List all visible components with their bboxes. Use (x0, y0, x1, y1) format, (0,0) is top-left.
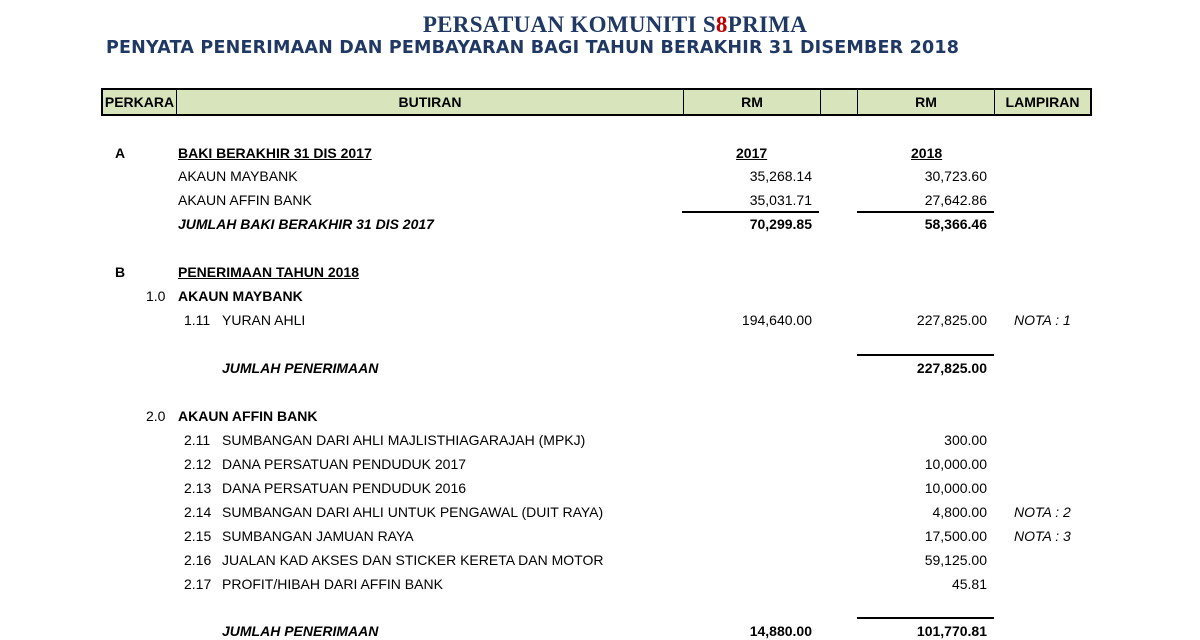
item-number: 2.12 (184, 456, 212, 472)
total-line-2018 (857, 211, 994, 213)
item-number: 2.11 (184, 432, 211, 448)
item-number: 2.15 (184, 528, 212, 544)
header-lampiran: LAMPIRAN (1005, 94, 1080, 110)
total-line-2018 (857, 354, 994, 356)
row-value-2018: 30,723.60 (924, 168, 987, 184)
item-number: 1.11 (184, 312, 211, 328)
section-b-heading: PENERIMAAN TAHUN 2018 (178, 264, 359, 280)
header-rm-2018: RM (858, 90, 995, 114)
row-value-2017: 35,268.14 (749, 168, 812, 184)
sub2-total-2018: 101,770.81 (916, 623, 987, 639)
item-value-2017: 194,640.00 (741, 312, 812, 328)
row-value-2018: 27,642.86 (924, 192, 987, 208)
table-header (101, 88, 1092, 116)
year-2017-label: 2017 (736, 145, 768, 161)
item-note: NOTA : 3 (1014, 528, 1071, 544)
item-label: SUMBANGAN DARI AHLI MAJLISTHIAGARAJAH (MPKJ) (222, 432, 586, 448)
sub2-total-label: JUMLAH PENERIMAAN (222, 623, 379, 639)
section-b-letter: B (115, 264, 126, 280)
sub-number: 2.0 (146, 408, 166, 424)
sub1-total-2018: 227,825.00 (916, 360, 987, 376)
item-value-2018: 45.81 (951, 576, 987, 592)
section-a-total-label: JUMLAH BAKI BERAKHIR 31 DIS 2017 (178, 216, 434, 232)
item-number: 2.14 (184, 504, 212, 520)
total-line-2017 (682, 211, 819, 213)
item-value-2018: 59,125.00 (924, 552, 987, 568)
item-label: DANA PERSATUAN PENDUDUK 2017 (222, 456, 467, 472)
row-value-2017: 35,031.71 (749, 192, 812, 208)
total-line-2018 (857, 617, 994, 619)
item-label: YURAN AHLI (222, 312, 306, 328)
item-label: JUALAN KAD AKSES DAN STICKER KERETA DAN MOTOR (222, 552, 604, 568)
item-number: 2.16 (184, 552, 212, 568)
item-label: SUMBANGAN JAMUAN RAYA (222, 528, 414, 544)
sub-heading: AKAUN AFFIN BANK (178, 408, 318, 424)
item-value-2018: 227,825.00 (916, 312, 987, 328)
item-value-2018: 17,500.00 (924, 528, 987, 544)
item-number: 2.13 (184, 480, 212, 496)
section-a-total-2018: 58,366.46 (924, 216, 987, 232)
row-label: AKAUN MAYBANK (178, 168, 298, 184)
document-title: PERSATUAN KOMUNITI S8PRIMA (422, 12, 808, 37)
header-blank (821, 90, 858, 114)
item-value-2018: 4,800.00 (932, 504, 987, 520)
item-value-2018: 10,000.00 (924, 480, 987, 496)
item-label: PROFIT/HIBAH DARI AFFIN BANK (222, 576, 443, 592)
item-label: SUMBANGAN DARI AHLI UNTUK PENGAWAL (DUIT RAYA) (222, 504, 604, 520)
header-rm-2017: RM (684, 90, 821, 114)
item-note: NOTA : 2 (1014, 504, 1071, 520)
header-perkara: PERKARA (103, 90, 177, 114)
sub2-total-2017: 14,880.00 (749, 623, 812, 639)
item-number: 2.17 (184, 576, 212, 592)
item-value-2018: 300.00 (944, 432, 987, 448)
item-value-2018: 10,000.00 (924, 456, 987, 472)
row-label: AKAUN AFFIN BANK (178, 192, 312, 208)
document-subtitle: PENYATA PENERIMAAN DAN PEMBAYARAN BAGI TAHUN BERAKHIR 31 DISEMBER 2018 (106, 38, 960, 58)
sub-heading: AKAUN MAYBANK (178, 288, 303, 304)
title-highlight: 8 (715, 12, 728, 37)
header-butiran: BUTIRAN (177, 90, 684, 114)
year-2018-label: 2018 (911, 145, 943, 161)
item-note: NOTA : 1 (1014, 312, 1071, 328)
sub-number: 1.0 (146, 288, 166, 304)
section-a-letter: A (115, 145, 126, 161)
sub1-total-label: JUMLAH PENERIMAAN (222, 360, 379, 376)
section-a-total-2017: 70,299.85 (749, 216, 812, 232)
item-label: DANA PERSATUAN PENDUDUK 2016 (222, 480, 467, 496)
section-a-heading: BAKI BERAKHIR 31 DIS 2017 (178, 145, 372, 161)
